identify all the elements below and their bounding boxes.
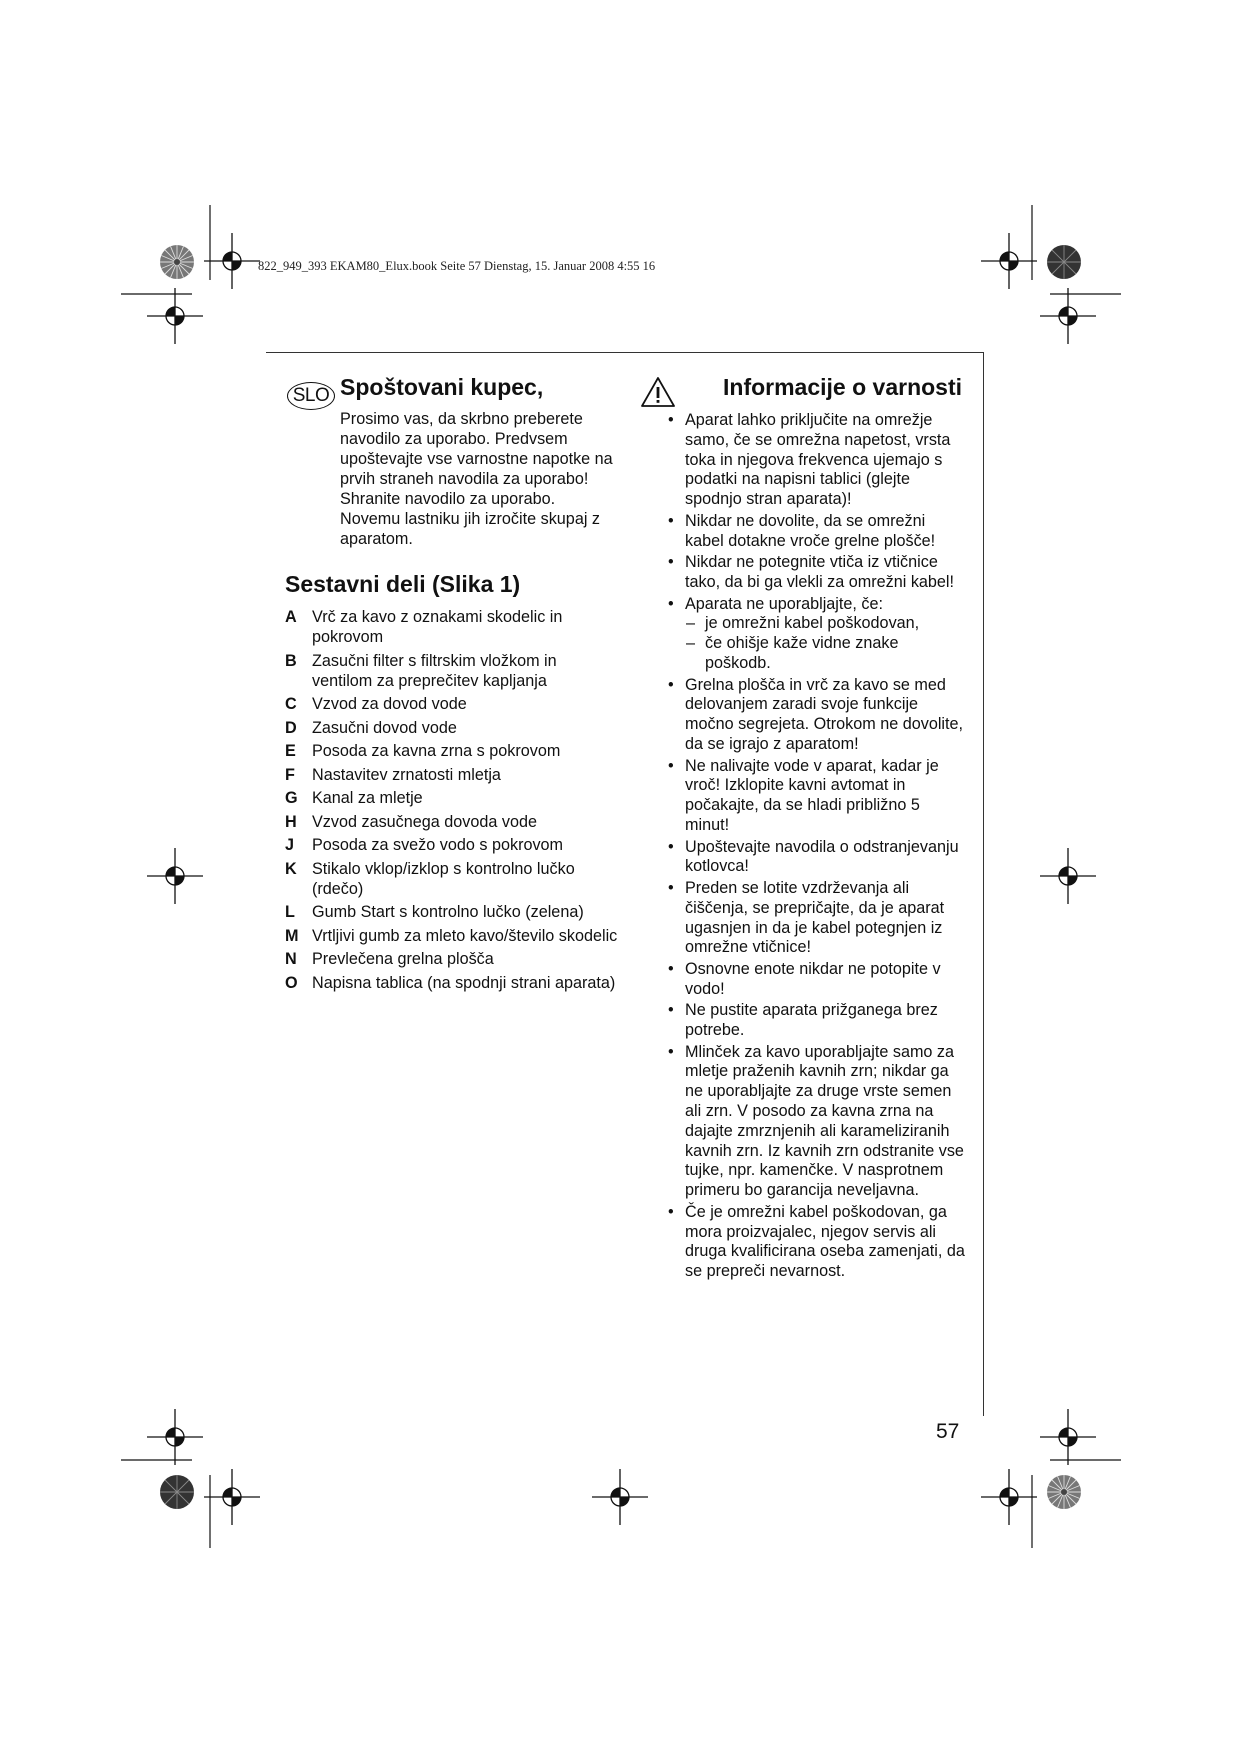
safety-item bbox=[665, 595, 965, 674]
top-rule bbox=[266, 352, 984, 353]
part-letter: E bbox=[285, 742, 296, 760]
part-text: Prevlečena grelna plošča bbox=[312, 950, 494, 968]
warning-triangle-icon bbox=[640, 376, 676, 408]
part-text: Posoda za kavna zrna s pokrovom bbox=[312, 742, 561, 760]
safety-item: • Upoštevajte navodila o odstranjevanju kotlovca! bbox=[665, 838, 965, 878]
part-letter: L bbox=[285, 903, 295, 921]
safety-subitem: – če ohišje kaže vidne znake poškodb. bbox=[685, 634, 965, 674]
safety-item: • Nikdar ne dovolite, da se omrežni kabel dotakne vroče grelne plošče! bbox=[665, 512, 965, 552]
safety-item: • Mlinček za kavo uporabljajte samo za mletje praženih kavnih zrn; nikdar ga ne uporabljajte za druge vrste semen ali zrn. V posodo za kavna zrna na dajajte zmrznjenih ali karameliziranih kavnih zrn. Iz kavnih zrn odstranite vse tujke, npr. kamenčke. V nasprotnem primeru bo garancija neveljavna. bbox=[665, 1043, 965, 1201]
parts-title: Sestavni deli (Slika 1) bbox=[285, 571, 521, 597]
safety-item: • Preden se lotite vzdrževanja ali čiščenja, se prepričajte, da je aparat ugasnjen in da je kabel potegnjen iz omrežne vtičnice! bbox=[665, 879, 965, 958]
safety-list bbox=[665, 411, 965, 1284]
safety-item: • Če je omrežni kabel poškodovan, ga mora proizvajalec, njegov servis ali druga kvalificirana oseba zamenjati, da se prepreči nevarnost. bbox=[665, 1203, 965, 1282]
safety-subitem: – je omrežni kabel poškodovan, bbox=[685, 614, 965, 634]
part-item bbox=[285, 973, 620, 993]
part-text: Vrtljivi gumb za mleto kavo/število skodelic bbox=[312, 926, 618, 945]
part-text: Posoda za svežo vodo s pokrovom bbox=[312, 836, 564, 854]
part-item bbox=[285, 788, 620, 808]
page-number: 57 bbox=[936, 1420, 960, 1443]
safety-item-text: Aparata ne uporabljajte, če: bbox=[685, 594, 883, 613]
safety-item: • Aparat lahko priključite na omrežje samo, če se omrežna napetost, vrsta toka in njegova frekvenca ujemajo s podatki na napisni tablici (glejte spodnjo stran aparata)! bbox=[665, 411, 965, 510]
part-item bbox=[285, 812, 620, 832]
part-letter: K bbox=[285, 859, 297, 878]
part-letter: F bbox=[285, 765, 295, 784]
safety-item: • Osnovne enote nikdar ne potopite v vodo! bbox=[665, 960, 965, 1000]
safety-item: • Grelna plošča in vrč za kavo se med delovanjem zaradi svoje funkcije močno segrejeta. Otrokom ne dovolite, da se igrajo z aparatom! bbox=[665, 676, 965, 755]
part-item bbox=[285, 926, 620, 946]
part-text: Nastavitev zrnatosti mletja bbox=[312, 765, 501, 784]
part-text: Zasučni dovod vode bbox=[312, 718, 457, 737]
part-item bbox=[285, 718, 620, 738]
part-letter: H bbox=[285, 812, 297, 831]
part-letter: G bbox=[285, 789, 298, 807]
intro-paragraph: Prosimo vas, da skrbno preberete navodilo za uporabo. Predvsem upoštevajte vse varnostne napotke na prvih straneh navodila za uporabo! Shranite navodilo za uporabo. Novemu lastniku jih izročite skupaj z aparatom. bbox=[340, 410, 613, 548]
part-item bbox=[285, 949, 620, 969]
part-letter: N bbox=[285, 950, 297, 968]
part-letter: J bbox=[285, 836, 295, 854]
part-text: Vzvod za dovod vode bbox=[312, 695, 467, 713]
part-letter: A bbox=[285, 608, 297, 626]
part-item bbox=[285, 607, 620, 647]
part-letter: B bbox=[285, 651, 297, 670]
part-item bbox=[285, 741, 620, 761]
part-text: Kanal za mletje bbox=[312, 789, 423, 807]
part-letter: M bbox=[285, 926, 299, 945]
part-item bbox=[285, 651, 620, 691]
safety-item: • Ne pustite aparata prižganega brez potrebe. bbox=[665, 1001, 965, 1041]
part-text: Vzvod zasučnega dovoda vode bbox=[312, 812, 537, 831]
part-item bbox=[285, 835, 620, 855]
safety-item: • Nikdar ne potegnite vtiča iz vtičnice tako, da bi ga vlekli za omrežni kabel! bbox=[665, 553, 965, 593]
greeting-title: Spoštovani kupec, bbox=[340, 374, 544, 400]
part-text: Gumb Start s kontrolno lučko (zelena) bbox=[312, 903, 584, 921]
part-text: Napisna tablica (na spodnji strani aparata) bbox=[312, 973, 616, 992]
part-letter: C bbox=[285, 695, 297, 713]
part-item bbox=[285, 765, 620, 785]
right-rule bbox=[983, 352, 984, 1416]
part-item bbox=[285, 694, 620, 714]
part-text: Vrč za kavo z oznakami skodelic in pokrovom bbox=[312, 608, 563, 646]
part-letter: D bbox=[285, 718, 297, 737]
language-badge: SLO bbox=[287, 382, 335, 410]
part-letter: O bbox=[285, 973, 298, 992]
safety-title: Informacije o varnosti bbox=[723, 374, 963, 400]
file-header-line: 822_949_393 EKAM80_Elux.book Seite 57 Dienstag, 15. Januar 2008 4:55 16 bbox=[258, 259, 656, 273]
part-item bbox=[285, 902, 620, 922]
parts-list bbox=[285, 607, 620, 996]
part-item bbox=[285, 859, 620, 899]
part-text: Stikalo vklop/izklop s kontrolno lučko (rdečo) bbox=[312, 859, 575, 898]
safety-item: • Ne nalivajte vode v aparat, kadar je vroč! Izklopite kavni avtomat in počakajte, da se hladi približno 5 minut! bbox=[665, 757, 965, 836]
part-text: Zasučni filter s filtrskim vložkom in ventilom za preprečitev kapljanja bbox=[312, 651, 557, 690]
